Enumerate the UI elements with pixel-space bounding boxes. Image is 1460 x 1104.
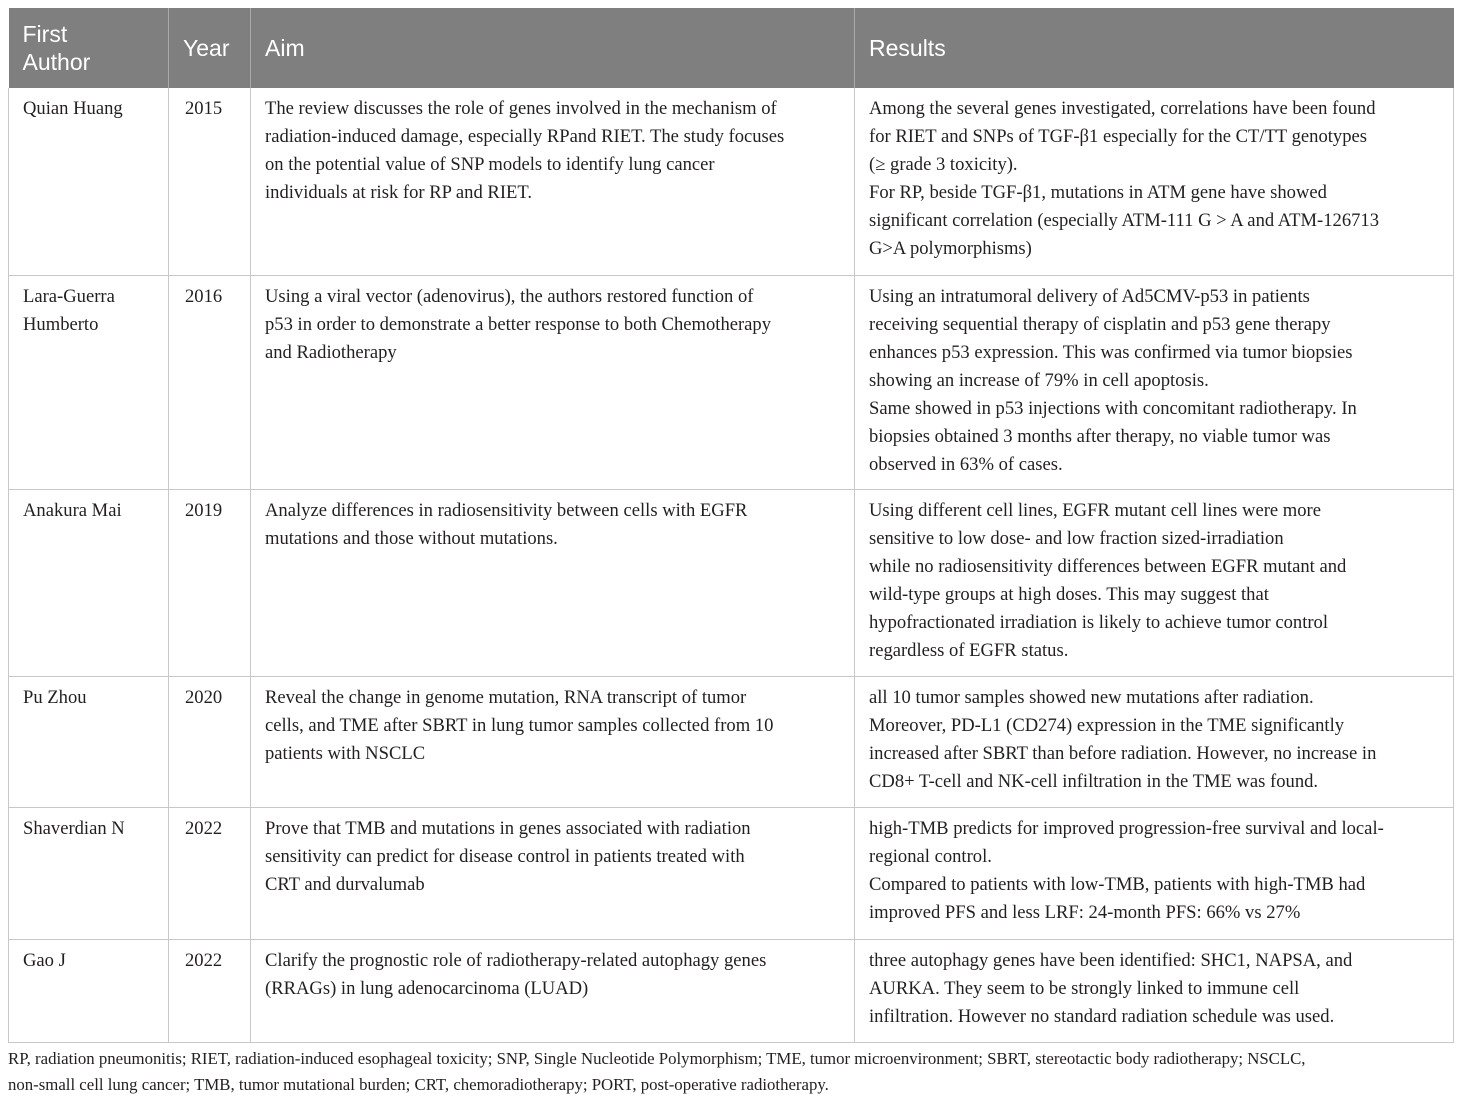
header-first-author [9, 8, 169, 88]
table-row [9, 807, 1454, 939]
cell-first-author-line: Anakura Mai [23, 499, 122, 521]
cell-results-line: biopsies obtained 3 months after therapy, no viable tumor was [869, 425, 1331, 447]
cell-results-line: For RP, beside TGF-β1, mutations in ATM gene have showed [869, 182, 1327, 203]
cell-first-author [9, 807, 169, 939]
cell-results-line: (≥ grade 3 toxicity). [869, 154, 1018, 175]
cell-year: 2015 [169, 88, 251, 275]
cell-aim-line: mutations and those without mutations. [265, 527, 558, 549]
cell-results-line: Among the several genes investigated, correlations have been found [869, 98, 1376, 119]
cell-aim-line: Using a viral vector (adenovirus), the authors restored function of [265, 285, 754, 307]
cell-first-author-line: Lara-Guerra [23, 285, 115, 307]
cell-results-line: receiving sequential therapy of cisplatin and p53 gene therapy [869, 313, 1331, 335]
footnote-line: non-small cell lung cancer; TMB, tumor mutational burden; CRT, chemoradiotherapy; PORT, post-operative radiotherapy. [8, 1075, 829, 1094]
cell-results-line: Compared to patients with low-TMB, patients with high-TMB had [869, 873, 1366, 895]
header-row [9, 8, 1454, 88]
cell-results [855, 939, 1454, 1042]
table-row [9, 88, 1454, 275]
cell-aim [251, 939, 855, 1042]
cell-results-line: significant correlation (especially ATM-111 G > A and ATM-126713 [869, 210, 1380, 231]
cell-results-line: infiltration. However no standard radiation schedule was used. [869, 1005, 1335, 1027]
table-row [9, 939, 1454, 1042]
cell-aim-line: Analyze differences in radiosensitivity between cells with EGFR [265, 499, 748, 521]
cell-results-line: Using different cell lines, EGFR mutant cell lines were more [869, 499, 1321, 521]
cell-results-line: showing an increase of 79% in cell apoptosis. [869, 369, 1209, 391]
cell-results-line: sensitive to low dose- and low fraction sized-irradiation [869, 527, 1284, 549]
cell-results-line: while no radiosensitivity differences between EGFR mutant and [869, 555, 1347, 577]
footnote-line: RP, radiation pneumonitis; RIET, radiation-induced esophageal toxicity; SNP, Single Nucleotide Polymorphism; TME, tumor microenvironment; SBRT, stereotactic body radiotherapy; NSCLC, [8, 1049, 1306, 1068]
cell-results-line: Same showed in p53 injections with concomitant radiotherapy. In [869, 397, 1357, 419]
cell-results [855, 807, 1454, 939]
cell-first-author [9, 676, 169, 807]
cell-aim-line: on the potential value of SNP models to identify lung cancer [265, 154, 715, 175]
cell-results [855, 88, 1454, 275]
cell-year: 2022 [169, 807, 251, 939]
cell-results [855, 489, 1454, 676]
cell-first-author [9, 88, 169, 275]
cell-aim-line: The review discusses the role of genes involved in the mechanism of [265, 98, 777, 119]
table-body [9, 88, 1454, 1042]
table-header [9, 8, 1454, 88]
cell-aim [251, 807, 855, 939]
header-first-author-line: Author [22, 49, 91, 75]
cell-results-line: AURKA. They seem to be strongly linked to immune cell [869, 977, 1300, 999]
cell-first-author-line: Humberto [23, 313, 99, 335]
cell-first-author [9, 939, 169, 1042]
cell-first-author [9, 275, 169, 489]
cell-aim-line: Reveal the change in genome mutation, RNA transcript of tumor [265, 686, 747, 708]
cell-results [855, 275, 1454, 489]
cell-results-line: all 10 tumor samples showed new mutations after radiation. [869, 686, 1314, 708]
cell-results-line: increased after SBRT than before radiation. However, no increase in [869, 742, 1377, 764]
cell-aim-line: sensitivity can predict for disease control in patients treated with [265, 845, 745, 867]
cell-aim-line: cells, and TME after SBRT in lung tumor samples collected from 10 [265, 714, 774, 736]
cell-results-line: Using an intratumoral delivery of Ad5CMV-p53 in patients [869, 285, 1310, 307]
table-footnote [8, 1046, 1453, 1098]
cell-results-line: improved PFS and less LRF: 24-month PFS: 66% vs 27% [869, 901, 1301, 923]
cell-aim-line: (RRAGs) in lung adenocarcinoma (LUAD) [265, 977, 589, 999]
cell-year: 2020 [169, 676, 251, 807]
studies-table [8, 8, 1454, 1043]
cell-results-line: CD8+ T-cell and NK-cell infiltration in the TME was found. [869, 770, 1319, 792]
cell-results-line: high-TMB predicts for improved progression-free survival and local- [869, 817, 1384, 839]
header-first-author-line: First [22, 21, 68, 47]
cell-first-author-line: Gao J [23, 949, 66, 971]
cell-results-line: G>A polymorphisms) [869, 238, 1032, 259]
cell-aim-line: Prove that TMB and mutations in genes associated with radiation [265, 817, 751, 839]
cell-first-author-line: Pu Zhou [23, 686, 87, 708]
cell-aim-line: individuals at risk for RP and RIET. [265, 182, 532, 203]
cell-results-line: wild-type groups at high doses. This may suggest that [869, 583, 1269, 605]
header-year: Year [169, 8, 251, 88]
cell-results-line: for RIET and SNPs of TGF-β1 especially for the CT/TT genotypes [869, 126, 1367, 147]
cell-aim [251, 275, 855, 489]
cell-aim-line: patients with NSCLC [265, 742, 426, 764]
cell-results-line: three autophagy genes have been identified: SHC1, NAPSA, and [869, 949, 1353, 971]
header-results: Results [855, 8, 1454, 88]
cell-aim-line: radiation-induced damage, especially RPand RIET. The study focuses [265, 126, 785, 147]
cell-results-line: hypofractionated irradiation is likely to achieve tumor control [869, 611, 1329, 633]
cell-aim [251, 676, 855, 807]
cell-results [855, 676, 1454, 807]
cell-first-author-line: Quian Huang [23, 98, 123, 119]
cell-aim [251, 489, 855, 676]
cell-year: 2019 [169, 489, 251, 676]
cell-first-author [9, 489, 169, 676]
cell-year: 2016 [169, 275, 251, 489]
cell-results-line: observed in 63% of cases. [869, 453, 1063, 475]
table-row [9, 275, 1454, 489]
cell-aim-line: CRT and durvalumab [265, 873, 425, 895]
cell-year: 2022 [169, 939, 251, 1042]
cell-first-author-line: Shaverdian N [23, 817, 125, 839]
cell-results-line: enhances p53 expression. This was confirmed via tumor biopsies [869, 341, 1353, 363]
table-row [9, 489, 1454, 676]
cell-results-line: Moreover, PD-L1 (CD274) expression in the TME significantly [869, 714, 1345, 736]
header-aim: Aim [251, 8, 855, 88]
cell-aim-line: Clarify the prognostic role of radiotherapy-related autophagy genes [265, 949, 767, 971]
cell-aim-line: p53 in order to demonstrate a better response to both Chemotherapy [265, 313, 772, 335]
table-row [9, 676, 1454, 807]
cell-aim [251, 88, 855, 275]
cell-results-line: regardless of EGFR status. [869, 639, 1069, 661]
cell-results-line: regional control. [869, 845, 992, 867]
cell-aim-line: and Radiotherapy [265, 341, 397, 363]
